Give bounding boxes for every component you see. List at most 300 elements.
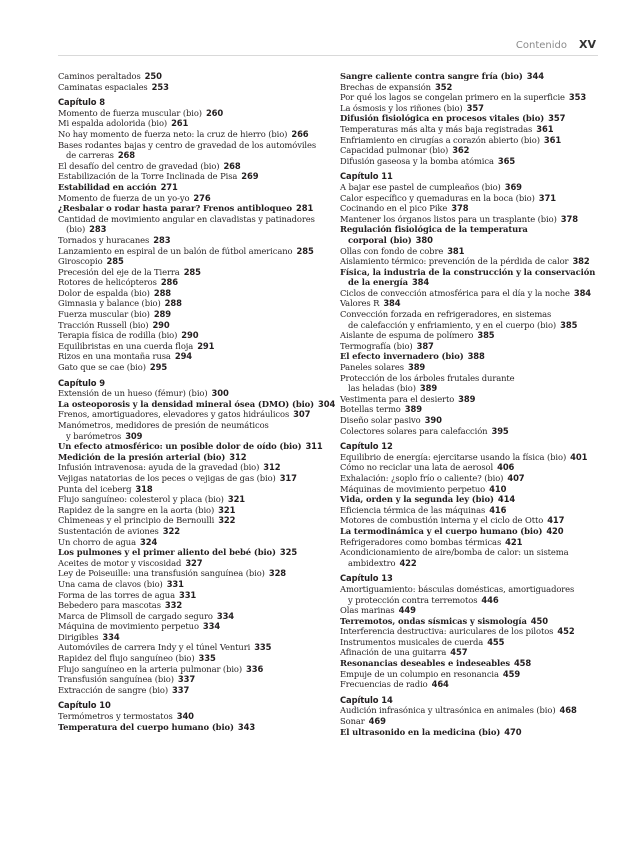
toc-entry-page: 335: [198, 653, 216, 664]
toc-entry: [340, 415, 610, 426]
toc-entry-page: 290: [152, 319, 170, 330]
toc-entry-title: Frenos, amortiguadores, elevadores y gatos hidráulicos: [58, 409, 290, 420]
chapter-title: Capítulo 10: [58, 700, 111, 711]
header-page-number: XV: [579, 38, 596, 51]
toc-entry-title: Cantidad de movimiento angular en clavadistas y patinadores: [58, 213, 315, 224]
toc-entry: [340, 404, 610, 415]
toc-entry-page: 294: [174, 351, 193, 362]
toc-entry: [58, 398, 336, 410]
toc-entry-title: Cocinando en el pico Pike: [340, 203, 448, 214]
toc-entry: [340, 135, 610, 146]
toc-entry-page: 401: [570, 451, 588, 462]
toc-entry-page: 322: [218, 515, 236, 526]
toc-entry: [340, 182, 610, 193]
toc-entry-page: 414: [497, 494, 516, 505]
toc-right-column: [340, 71, 610, 737]
chapter-heading: [340, 441, 610, 452]
toc-entry: [58, 653, 328, 664]
toc-entry: [58, 256, 328, 267]
toc-entry-title: Vejigas natatorias de los peces o vejigas de gas (bio): [58, 472, 276, 483]
toc-entry-page: 406: [497, 462, 515, 473]
toc-entry: [340, 727, 610, 738]
toc-entry: [58, 288, 328, 299]
toc-entry: [340, 373, 610, 384]
toc-entry-title: de carreras: [66, 150, 114, 161]
toc-entry-title: No hay momento de fuerza neto: la cruz de hierro (bio): [58, 128, 288, 139]
toc-entry-page: 271: [160, 181, 178, 192]
toc-entry-title: A bajar ese pastel de cumpleaños (bio): [340, 181, 501, 192]
toc-entry-page: 469: [368, 716, 386, 727]
toc-entry-title: Ollas con fondo de cobre: [340, 245, 444, 256]
toc-entry: [340, 124, 610, 135]
toc-entry-page: 281: [296, 203, 314, 214]
toc-entry-page: 362: [452, 145, 470, 156]
toc-entry-title: Caminos peraltados: [58, 71, 141, 81]
toc-entry-title: Mantener los órganos listos para un trasplante (bio): [340, 213, 557, 224]
toc-entry-title: Física, la industria de la construcción y la conservación: [340, 266, 596, 277]
toc-entry: [340, 484, 610, 495]
toc-entry-title: ¿Resbalar o rodar hasta parar? Frenos antibloqueo: [58, 203, 293, 214]
toc-entry-title: las heladas (bio): [348, 383, 416, 394]
toc-entry-page: 253: [151, 81, 169, 92]
toc-entry: [340, 351, 610, 362]
toc-entry-title: El efecto invernadero (bio): [340, 351, 464, 362]
toc-entry-title: Exhalación: ¿soplo frío o caliente? (bio): [340, 472, 504, 483]
toc-entry-title: Dolor de espalda (bio): [58, 287, 150, 298]
toc-entry-page: 387: [416, 340, 434, 351]
toc-entry-page: 325: [279, 547, 298, 558]
toc-entry-page: 269: [241, 171, 259, 182]
toc-entry-page: 283: [89, 224, 107, 235]
toc-entry-title: Instrumentos musicales de cuerda: [340, 636, 484, 647]
toc-entry: [58, 182, 328, 193]
toc-entry: [58, 203, 328, 214]
toc-entry-title: Flujo sanguíneo en la arteria pulmonar (bio): [58, 663, 243, 674]
toc-entry-page: 371: [538, 192, 556, 203]
toc-entry: [58, 722, 328, 733]
toc-entry-title: Convección forzada en refrigeradores, en sistemas: [340, 309, 552, 320]
toc-entry-title: Los pulmones y el primer aliento del bebé (bio): [58, 547, 276, 558]
toc-entry: [58, 235, 328, 246]
toc-entry-page: 291: [197, 340, 215, 351]
toc-entry-title: Calor específico y quemaduras en la boca (bio): [340, 192, 535, 203]
toc-entry-page: 389: [404, 404, 422, 415]
toc-entry-page: 260: [205, 107, 224, 118]
toc-entry-title: Motores de combustión interna y el ciclo de Otto: [340, 515, 544, 526]
toc-entry-page: 309: [125, 430, 143, 441]
toc-entry-title: Amortiguamiento: básculas domésticas, amortiguadores: [340, 583, 575, 594]
toc-entry-page: 378: [451, 203, 469, 214]
toc-entry-title: Terapia física de rodilla (bio): [58, 330, 178, 341]
toc-entry: [58, 362, 328, 373]
toc-entry-page: 421: [505, 536, 523, 547]
toc-entry-page: 321: [218, 504, 236, 515]
toc-entry-page: 324: [139, 536, 158, 547]
toc-entry: [340, 547, 610, 558]
toc-entry-title: Caminatas espaciales: [58, 81, 148, 92]
toc-entry-page: 450: [530, 615, 548, 626]
toc-entry: [58, 214, 328, 225]
toc-entry-title: Sustentación de aviones: [58, 525, 159, 536]
toc-entry-page: 343: [237, 721, 256, 732]
toc-entry-title: Cómo no reciclar una lata de aerosol: [340, 462, 494, 473]
toc-entry-page: 334: [216, 610, 235, 621]
toc-entry-page: 285: [106, 256, 124, 267]
toc-entry-page: 352: [434, 81, 453, 92]
toc-entry: [58, 621, 328, 632]
toc-entry: [340, 193, 610, 204]
toc-entry-title: Acondicionamiento de aire/bomba de calor: un sistema: [340, 547, 569, 558]
toc-entry: [58, 118, 328, 129]
toc-entry-page: 357: [548, 113, 566, 124]
toc-entry: [340, 330, 610, 341]
toc-entry-title: El ultrasonido en la medicina (bio): [340, 726, 501, 737]
toc-entry-page: 416: [489, 504, 507, 515]
toc-entry-page: 332: [164, 600, 183, 611]
toc-entry-page: 344: [526, 71, 544, 81]
toc-entry: [58, 452, 328, 463]
chapter-heading: [58, 378, 328, 389]
toc-entry: [58, 711, 328, 722]
toc-entry: [58, 611, 328, 622]
toc-entry: [58, 473, 328, 484]
toc-entry-title: Temperatura del cuerpo humano (bio): [58, 721, 234, 732]
toc-entry: [340, 526, 610, 537]
toc-entry-page: 268: [223, 160, 241, 171]
toc-entry: [58, 161, 328, 172]
toc-entry: [58, 420, 328, 431]
toc-entry-title: Máquina de movimiento perpetuo: [58, 621, 199, 632]
toc-entry-page: 276: [193, 192, 211, 203]
chapter-heading: [58, 97, 328, 108]
toc-entry-title: Por qué los lagos se congelan primero en la superficie: [340, 92, 565, 103]
toc-entry-title: Rizos en una montaña rusa: [58, 351, 171, 362]
toc-entry-page: 288: [164, 298, 182, 309]
toc-entry-title: Forma de las torres de agua: [58, 589, 175, 600]
toc-entry: [58, 140, 328, 151]
toc-entry-title: Difusión fisiológica en procesos vitales (bio): [340, 113, 545, 124]
toc-entry: [58, 674, 328, 685]
toc-entry-page: 317: [279, 472, 297, 483]
toc-entry-page: 389: [458, 393, 476, 404]
toc-entry-page: 384: [573, 287, 592, 298]
toc-entry-title: Tracción Russell (bio): [58, 319, 149, 330]
toc-entry-title: ambidextro: [348, 557, 396, 568]
toc-entry-page: 268: [117, 150, 136, 161]
toc-entry: [340, 113, 610, 124]
toc-entry-page: 382: [572, 256, 590, 267]
toc-entry: [58, 298, 328, 309]
toc-entry-title: Gato que se cae (bio): [58, 362, 146, 373]
chapter-heading: [340, 695, 610, 706]
toc-entry-title: Equilibristas en una cuerda floja: [58, 340, 194, 351]
header-section-label: Contenido: [515, 40, 567, 51]
toc-entry: [340, 515, 610, 526]
toc-entry-title: y protección contra terremotos: [348, 594, 478, 605]
toc-entry-page: 337: [172, 684, 190, 695]
chapter-heading: [340, 171, 610, 182]
toc-entry-title: Termómetros y termostatos: [58, 711, 173, 722]
toc-entry-title: Precesión del eje de la Tierra: [58, 266, 180, 277]
toc-entry: [340, 103, 610, 114]
toc-entry-page: 307: [293, 409, 311, 420]
toc-entry: [340, 605, 610, 616]
toc-entry: [340, 82, 610, 93]
toc-entry-title: Momento de fuerza muscular (bio): [58, 107, 202, 118]
toc-entry: [58, 108, 328, 119]
toc-entry-page: 322: [162, 525, 180, 536]
toc-entry: [340, 288, 610, 299]
toc-entry-page: 455: [487, 636, 505, 647]
toc-entry-title: Resonancias deseables e indeseables: [340, 658, 510, 669]
toc-entry-page: 283: [153, 234, 171, 245]
toc-entry-title: de la energía: [348, 277, 408, 288]
toc-entry-title: Chimeneas y el principio de Bernoulli: [58, 515, 215, 526]
toc-entry-title: Mi espalda adolorida (bio): [58, 118, 168, 129]
toc-entry: [340, 426, 610, 437]
toc-entry-page: 464: [431, 679, 449, 690]
toc-entry: [58, 388, 328, 399]
toc-entry: [58, 462, 328, 473]
toc-entry-page: 390: [424, 415, 442, 425]
toc-entry: [58, 129, 328, 140]
toc-entry-page: 410: [489, 483, 507, 494]
toc-entry-title: Estabilidad en acción: [58, 181, 157, 192]
toc-entry-title: Protección de los árboles frutales durante: [340, 372, 515, 383]
toc-entry-title: Una cama de clavos (bio): [58, 578, 163, 589]
toc-entry: [340, 256, 610, 267]
toc-entry-title: Empuje de un columpio en resonancia: [340, 668, 499, 679]
toc-entry-page: 458: [513, 658, 532, 669]
chapter-title: Capítulo 8: [58, 97, 105, 108]
toc-entry: [58, 664, 328, 675]
toc-entry: [340, 341, 610, 352]
toc-entry-page: 365: [497, 155, 516, 166]
toc-entry-page: 285: [183, 266, 201, 277]
toc-entry: [340, 277, 610, 288]
toc-entry: [58, 431, 328, 442]
toc-entry: [58, 320, 328, 331]
toc-entry-title: Afinación de una guitarra: [340, 647, 447, 658]
toc-entry-title: El desafío del centro de gravedad (bio): [58, 160, 220, 171]
toc-entry: [58, 224, 328, 235]
toc-entry-title: Dirigibles: [58, 631, 99, 642]
toc-entry: [58, 351, 328, 362]
toc-entry: [340, 320, 610, 331]
toc-entry-title: Regulación fisiológica de la temperatura: [340, 224, 528, 235]
toc-entry-page: 336: [246, 663, 264, 674]
toc-entry-page: 335: [254, 642, 272, 653]
toc-entry-page: 321: [227, 494, 246, 505]
header-rule: [58, 55, 598, 56]
toc-entry: [58, 526, 328, 537]
toc-entry: [340, 716, 610, 727]
toc-entry: [340, 669, 610, 680]
toc-entry-page: 288: [153, 287, 172, 298]
toc-entry-page: 380: [415, 234, 433, 245]
toc-entry-title: Transfusión sanguínea (bio): [58, 674, 174, 685]
toc-entry-title: Vida, orden y la segunda ley (bio): [340, 494, 494, 505]
toc-entry-title: Sangre caliente contra sangre fría (bio): [340, 71, 523, 81]
toc-entry: [340, 92, 610, 103]
toc-entry: [58, 579, 328, 590]
toc-entry-page: 250: [144, 71, 162, 81]
toc-entry: [58, 193, 328, 204]
toc-entry-page: 261: [171, 118, 189, 129]
toc-entry: [340, 658, 610, 669]
toc-entry-page: 381: [447, 245, 465, 256]
toc-entry-page: 468: [559, 705, 577, 716]
toc-entry-title: de calefacción y enfriamiento, y en el cuerpo (bio): [348, 319, 557, 330]
toc-entry-page: 289: [153, 309, 171, 320]
toc-entry: [340, 383, 610, 394]
toc-entry: [340, 537, 610, 548]
toc-entry-title: Capacidad pulmonar (bio): [340, 145, 449, 156]
toc-entry: [340, 505, 610, 516]
toc-entry: [340, 452, 610, 463]
toc-entry-title: Rotores de helicópteros: [58, 277, 157, 288]
toc-entry-title: Infusión intravenosa: ayuda de la gravedad (bio): [58, 462, 260, 473]
toc-entry-title: Estabilización de la Torre Inclinada de Pisa: [58, 171, 238, 182]
toc-entry-page: 311: [305, 441, 323, 452]
toc-entry: [58, 341, 328, 352]
toc-entry: [340, 298, 610, 309]
toc-entry-title: Termografía (bio): [340, 340, 413, 351]
toc-entry-title: Refrigeradores como bombas térmicas: [340, 536, 502, 547]
toc-entry: [340, 214, 610, 225]
toc-entry-title: Interferencia destructiva: auriculares de los pilotos: [340, 626, 554, 637]
toc-entry: [340, 267, 610, 278]
toc-entry-page: 417: [547, 515, 565, 526]
toc-entry: [340, 362, 610, 373]
toc-entry-page: 312: [263, 462, 281, 473]
toc-entry-title: y barómetros: [66, 430, 122, 441]
toc-entry: [340, 462, 610, 473]
toc-entry-page: 334: [202, 621, 221, 632]
toc-entry-title: Automóviles de carrera Indy y el túnel Venturi: [58, 642, 251, 653]
toc-entry: [340, 309, 610, 320]
toc-entry-title: Gimnasia y balance (bio): [58, 298, 161, 309]
toc-entry-page: 295: [149, 362, 168, 373]
toc-entry: [340, 637, 610, 648]
chapter-heading: [58, 700, 328, 711]
toc-entry-page: 285: [296, 245, 314, 256]
toc-entry-title: Momento de fuerza de un yo-yo: [58, 192, 190, 203]
toc-entry-title: Bebedero para mascotas: [58, 600, 161, 611]
toc-entry: [58, 547, 328, 558]
toc-entry-title: Colectores solares para calefacción: [340, 425, 488, 436]
toc-entry: [58, 71, 328, 82]
chapter-title: Capítulo 11: [340, 171, 393, 182]
toc-entry-page: 361: [536, 123, 554, 134]
toc-entry: [58, 277, 328, 288]
toc-entry-page: 420: [546, 525, 564, 536]
toc-entry-page: 388: [467, 351, 485, 362]
toc-entry-title: Medición de la presión arterial (bio): [58, 451, 226, 462]
toc-entry-title: La osteoporosis y la densidad mineral ósea (DMO) (bio): [58, 398, 315, 409]
toc-entry-page: 378: [560, 213, 578, 224]
toc-entry-page: 290: [181, 330, 199, 341]
toc-entry-page: 300: [211, 388, 229, 399]
toc-entry-page: 361: [543, 134, 562, 145]
toc-entry-title: Rapidez de la sangre en la aorta (bio): [58, 504, 215, 515]
toc-entry-page: 446: [481, 594, 499, 605]
toc-entry-title: corporal (bio): [348, 234, 412, 245]
toc-entry-title: Ciclos de convección atmosférica para el día y la noche: [340, 287, 570, 298]
toc-entry: [58, 267, 328, 278]
toc-entry-page: 389: [407, 362, 426, 373]
chapter-title: Capítulo 14: [340, 694, 393, 705]
toc-entry: [58, 441, 328, 452]
toc-entry: [340, 71, 610, 82]
toc-entry: [58, 171, 328, 182]
toc-entry-title: Extensión de un hueso (fémur) (bio): [58, 388, 208, 399]
toc-entry-title: Punta del iceberg: [58, 483, 132, 494]
toc-entry-title: Rapidez del flujo sanguíneo (bio): [58, 653, 195, 664]
toc-entry-page: 407: [507, 472, 525, 483]
toc-entry-title: Bases rodantes bajas y centro de gravedad de los automóviles: [58, 139, 317, 150]
toc-entry-page: 312: [229, 451, 247, 462]
toc-entry-title: Un chorro de agua: [58, 536, 136, 547]
toc-entry: [340, 595, 610, 606]
toc-entry: [340, 203, 610, 214]
toc-entry-page: 385: [477, 330, 495, 341]
toc-entry: [58, 558, 328, 569]
toc-entry-page: 304: [318, 398, 336, 409]
toc-entry: [340, 584, 610, 595]
toc-entry-page: 266: [291, 128, 309, 139]
toc-entry-page: 422: [399, 557, 417, 568]
toc-entry-page: 286: [160, 277, 179, 288]
toc-entry-title: Ley de Poiseuille: una transfusión sanguínea (bio): [58, 568, 265, 579]
toc-entry-page: 384: [383, 298, 401, 309]
toc-entry: [340, 626, 610, 637]
toc-entry: [58, 246, 328, 257]
toc-entry-title: Diseño solar pasivo: [340, 415, 421, 425]
toc-entry: [340, 616, 610, 627]
toc-entry-page: 369: [504, 181, 522, 192]
toc-entry: [58, 505, 328, 516]
toc-entry: [58, 590, 328, 601]
toc-entry: [58, 82, 328, 93]
toc-entry-title: (bio): [66, 224, 86, 235]
toc-entry-page: 337: [177, 674, 196, 685]
toc-entry-title: Frecuencias de radio: [340, 679, 428, 690]
toc-entry-page: 452: [557, 626, 575, 637]
toc-entry-page: 389: [419, 383, 438, 394]
toc-entry-title: Aceites de motor y viscosidad: [58, 557, 182, 568]
toc-entry: [58, 494, 328, 505]
toc-entry-title: Fuerza muscular (bio): [58, 309, 150, 320]
chapter-title: Capítulo 9: [58, 377, 105, 388]
toc-entry-title: Tornados y huracanes: [58, 234, 150, 245]
toc-entry-page: 384: [411, 277, 430, 288]
toc-entry-title: Aislante de espuma de polímero: [340, 330, 474, 341]
toc-entry-title: Difusión gaseosa y la bomba atómica: [340, 155, 494, 166]
toc-entry: [58, 409, 328, 420]
toc-entry-title: Botellas termo: [340, 404, 401, 415]
toc-entry-page: 328: [268, 568, 287, 579]
chapter-title: Capítulo 12: [340, 441, 393, 452]
toc-entry: [340, 224, 610, 235]
toc-entry-title: Flujo sanguíneo: colesterol y placa (bio): [58, 494, 224, 505]
toc-entry-page: 357: [466, 102, 484, 113]
toc-entry: [58, 600, 328, 611]
toc-entry-page: 470: [504, 726, 522, 737]
toc-entry-title: Marca de Plimsoll de cargado seguro: [58, 610, 213, 621]
toc-entry-title: Equilibrio de energía: ejercitarse usando la física (bio): [340, 451, 567, 462]
toc-entry-page: 318: [135, 483, 153, 494]
